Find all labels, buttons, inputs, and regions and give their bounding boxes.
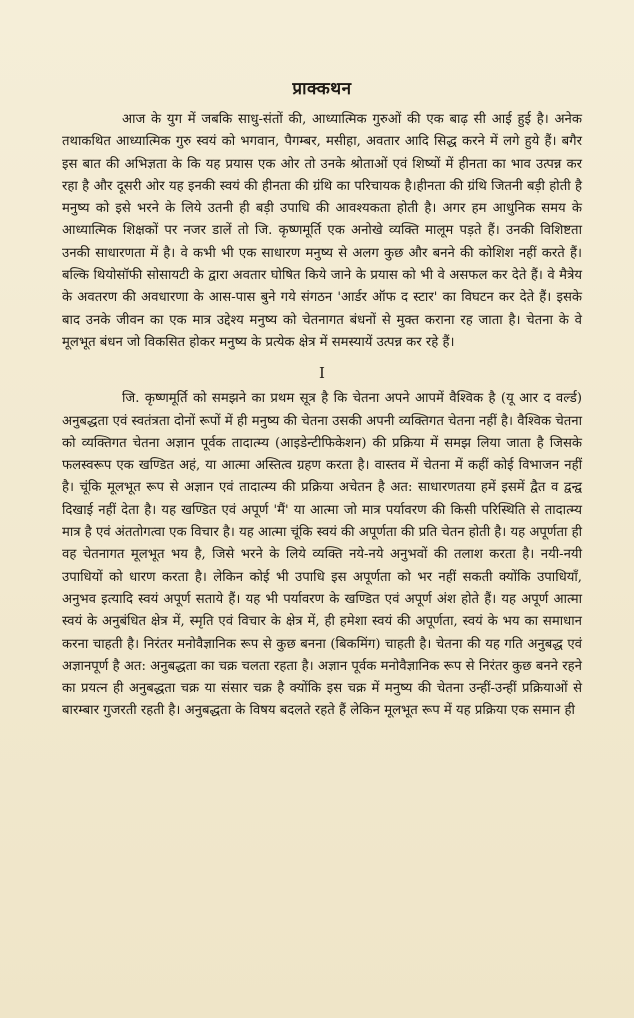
section-paragraph: जि. कृष्णमूर्ति को समझने का प्रथम सूत्र है कि चेतना अपने आपमें वैश्विक है (यू आर द वर्ल्ड) अनुबद्धता एवं स्वतंत्रता दोनों रूपों में ही मनुष्य की चेतना उसकी अपनी व्यक्तिगत चेतना नहीं है। वैश्विक चेतना को व्यक्तिगत चेतना अज्ञान पूर्वक तादात्म्य (आइडेन्टीफिकेशन) की प्रक्रिया में समझ लिया जाता है जिसके फलस्वरूप एक खण्डित अहं, या आत्मा अस्तित्व ग्रहण करता है। वास्तव में चेतना में कहीं कोई विभाजन नहीं है। चूंकि मूलभूत रूप से अज्ञान एवं तादात्म्य की प्रक्रिया अचेतन है अत: साधारणतया हमें इसमें द्वैत व द्वन्द्व दिखाई नहीं देता है। यह खण्डित एवं अपूर्ण 'मैं' या आत्मा जो मात्र पर्यावरण की किसी परिस्थिति से तादात्म्य मात्र है एवं अंततोगत्वा एक विचार है। यह आत्मा चूंकि स्वयं की अपूर्णता की प्रति चेतन होती है। यह अपूर्णता ही वह चेतनागत मूलभूत भय है, जिसे भरने के लिये व्यक्ति नये-नये अनुभवों की तलाश करता है। नयी-नयी उपाधियों को धारण करता है। लेकिन कोई भी उपाधि इस अपूर्णता को भर नहीं सकती क्योंकि उपाधियाँ, अनुभव इत्यादि स्वयं अपूर्ण सताये हैं। यह भी पर्यावरण के खण्डित एवं अपूर्ण अंश होते हैं। यह अपूर्ण आत्मा स्वयं के अनुबंधित क्षेत्र में, स्मृति एवं विचार के क्षेत्र में, ही हमेशा स्वयं की अपूर्णता, स्वयं के भय का समाधान करना चाहती है। निरंतर मनोवैज्ञानिक रूप से कुछ बनना (बिकमिंग) चाहती है। चेतना की यह गति अनुबद्ध एवं अज्ञानपूर्ण है अत: अनुबद्धता का चक्र चलता रहता है। अज्ञान पूर्वक मनोवैज्ञानिक रूप से निरंतर कुछ बनने रहने का प्रयत्न ही अनुबद्धता चक्र या संसार चक्र है क्योंकि इस चक्र में मनुष्य की चेतना उन्हीं-उन्हीं प्रक्रियाओं से बारम्बार गुजरती रहती है। अनुबद्धता के विषय बदलते रहते हैं लेकिन मूलभूत रूप में यह प्रक्रिया एक समान ही bbox=[62, 391, 582, 719]
page-title: प्राक्कथन bbox=[292, 79, 352, 99]
intro-paragraph: आज के युग में जबकि साधु-संतों की, आध्यात्मिक गुरुओं की एक बाढ़ सी आई हुई है। अनेक तथाकथित आध्यात्मिक गुरु स्वयं को भगवान, पैगम्बर, मसीहा, अवतार आदि सिद्ध करने में लगे हुये हैं। बगैर इस बात की अभिज्ञता के कि यह प्रयास एक ओर तो उनके श्रोताओं एवं शिष्यों में हीनता का भाव उत्पन्न कर रहा है और दूसरी ओर यह इनकी स्वयं की हीनता की ग्रंथि का परिचायक है।हीनता की ग्रंथि जितनी बड़ी होती है मनुष्य को इसे भरने के लिये उतनी ही बड़ी उपाधि की आवश्यकता होती है। अगर हम आधुनिक समय के आध्यात्मिक शिक्षकों पर नजर डालें तो जि. कृष्णमूर्ति एक अनोखे व्यक्ति मालूम पड़ते हैं। उनकी विशिष्टता उनकी साधारणता में है। वे कभी भी एक साधारण मनुष्य से अलग कुछ और बनने की कोशिश नहीं करते हैं। बल्कि थियोसॉफी सोसायटी के द्वारा अवतार घोषित किये जाने के प्रयास को भी वे असफल कर देते हैं। वे मैत्रेय के अवतरण की अवधारणा के आस-पास बुने गये संगठन 'आर्डर ऑफ द स्टार' का विघटन कर देते हैं। इसके बाद उनके जीवन का एक मात्र उद्देश्य मनुष्य को चेतनागत बंधनों से मुक्त कराना रह जाता है। चेतना के वे मूलभूत बंधन जो विकसित होकर मनुष्य के प्रत्येक क्षेत्र में समस्यायें उत्पन्न कर रहे हैं। bbox=[62, 112, 582, 350]
section-marker: I bbox=[319, 364, 325, 383]
